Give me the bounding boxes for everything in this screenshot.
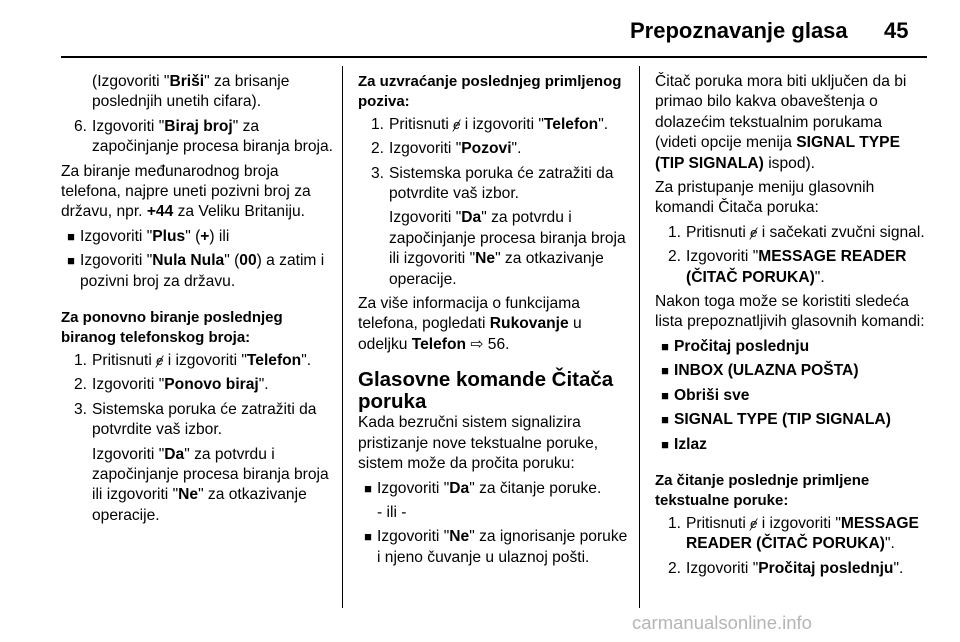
bullet-plus: ■ Izgovoriti "Plus" (+) ili [61, 227, 334, 247]
bullet-icon: ■ [364, 480, 372, 496]
command-item: ■ Pročitaj poslednju [655, 337, 927, 357]
phone-icon: ɇ [156, 352, 164, 368]
column-1 [61, 72, 334, 530]
column-divider-1 [342, 66, 343, 608]
bullet-ne: ■ Izgovoriti "Ne" za ignorisanje poruke i njeno čuvanje u ulaznoj pošti. [358, 527, 628, 568]
page-header-title: Prepoznavanje glasa [630, 18, 848, 43]
command-item: ■ Obriši sve [655, 386, 927, 406]
header-divider [61, 56, 927, 58]
page-number: 45 [884, 18, 909, 43]
return-step-3-detail: Izgovoriti "Da" za potvrdu i započinjanje procesa biranja broja ili izgovoriti "Ne" za otkazivanje operacije. [389, 209, 626, 288]
redial-step-3-detail: Izgovoriti "Da" za potvrdu i započinjanje procesa biranja broja ili izgovoriti "Ne" za otkazivanje operacije. [92, 445, 329, 524]
read-last-heading: Za čitanje poslednje primljene tekstualne poruke: [655, 471, 870, 510]
phone-icon: ɇ [750, 224, 758, 240]
bullet-icon: ■ [661, 387, 669, 403]
column-divider-2 [639, 66, 640, 608]
read-step-2: 2. Izgovoriti "Pročitaj poslednju". [667, 559, 904, 577]
command-item: ■ SIGNAL TYPE (TIP SIGNALA) [655, 410, 927, 430]
return-call-heading: Za uzvraćanje poslednjeg primljenog poziva: [358, 73, 622, 111]
redial-heading: Za ponovno biranje poslednjeg biranog telefonskog broja: [61, 309, 283, 347]
bullet-nula-nula: ■ Izgovoriti "Nula Nula" (00) a zatim i pozivni broj za državu. [61, 251, 334, 292]
bullet-icon: ■ [67, 253, 75, 269]
menu-step-1: 1. Pritisnuti ɇ i sačekati zvučni signal. [667, 223, 925, 241]
return-step-2: 2. Izgovoriti "Pozovi". [370, 140, 522, 158]
command-item: ■ Izlaz [655, 435, 927, 455]
bullet-icon: ■ [661, 338, 669, 354]
bullet-icon: ■ [661, 363, 669, 379]
reader-enabled-paragraph: Čitač poruka mora biti uključen da bi primao bilo kakva obaveštenja o dolazećim tekstualnim porukama (videti opcije menija SIGNAL TYPE (TIP SIGNALA) ispod). [655, 73, 907, 172]
bullet-icon: ■ [67, 228, 75, 244]
bullet-icon: ■ [661, 412, 669, 428]
or-separator: - ili - [377, 503, 407, 521]
redial-step-3: 3. Sistemska poruka će zatražiti da potvrdite vaš izbor. [73, 400, 317, 439]
continued-instruction: (Izgovoriti "Briši" za brisanje poslednjih unetih cifara). [92, 73, 290, 111]
phone-icon: ɇ [750, 515, 758, 531]
arrow-icon: ⇨ [466, 335, 488, 353]
return-step-1: 1. Pritisnuti ɇ i izgovoriti "Telefon". [370, 115, 609, 133]
commands-intro: Nakon toga može se koristiti sledeća lista prepoznatljivih glasovnih komandi: [655, 293, 925, 331]
section-title: Glasovne komande Čitača poruka [358, 368, 614, 414]
column-2 [358, 72, 628, 572]
bullet-da: ■ Izgovoriti "Da" za čitanje poruke. [358, 479, 628, 499]
redial-step-2: 2. Izgovoriti "Ponovo biraj". [73, 376, 269, 394]
command-item: ■ INBOX (ULAZNA POŠTA) [655, 361, 927, 381]
menu-step-2: 2. Izgovoriti "MESSAGE READER (ČITAČ PORUKA)". [667, 248, 907, 286]
step-6: 6. Izgovoriti "Biraj broj" za započinjanje procesa biranja broja. [73, 117, 333, 156]
access-menu-paragraph: Za pristupanje meniju glasovnih komandi Čitača poruka: [655, 179, 875, 217]
read-step-1: 1. Pritisnuti ɇ i izgovoriti "MESSAGE READER (ČITAČ PORUKA)". [667, 514, 919, 553]
return-step-3: 3. Sistemska poruka će zatražiti da potvrdite vaš izbor. [370, 164, 614, 203]
message-reader-intro: Kada bezručni sistem signalizira pristizanje nove tekstualne poruke, sistem može da pročita poruku: [358, 414, 599, 473]
international-paragraph: Za biranje međunarodnog broja telefona, najpre uneti pozivni broj za državu, npr. +44 za Veliku Britaniju. [61, 162, 311, 221]
column-3 [655, 72, 927, 583]
phone-icon: ɇ [453, 116, 461, 132]
watermark: carmanualsonline.info [632, 612, 812, 633]
more-info-paragraph: Za više informacija o funkcijama telefona, pogledati Rukovanje u odeljku Telefon ⇨ 56. [358, 295, 582, 353]
bullet-icon: ■ [661, 436, 669, 452]
redial-step-1: 1. Pritisnuti ɇ i izgovoriti "Telefon". [73, 351, 312, 369]
bullet-icon: ■ [364, 529, 372, 545]
